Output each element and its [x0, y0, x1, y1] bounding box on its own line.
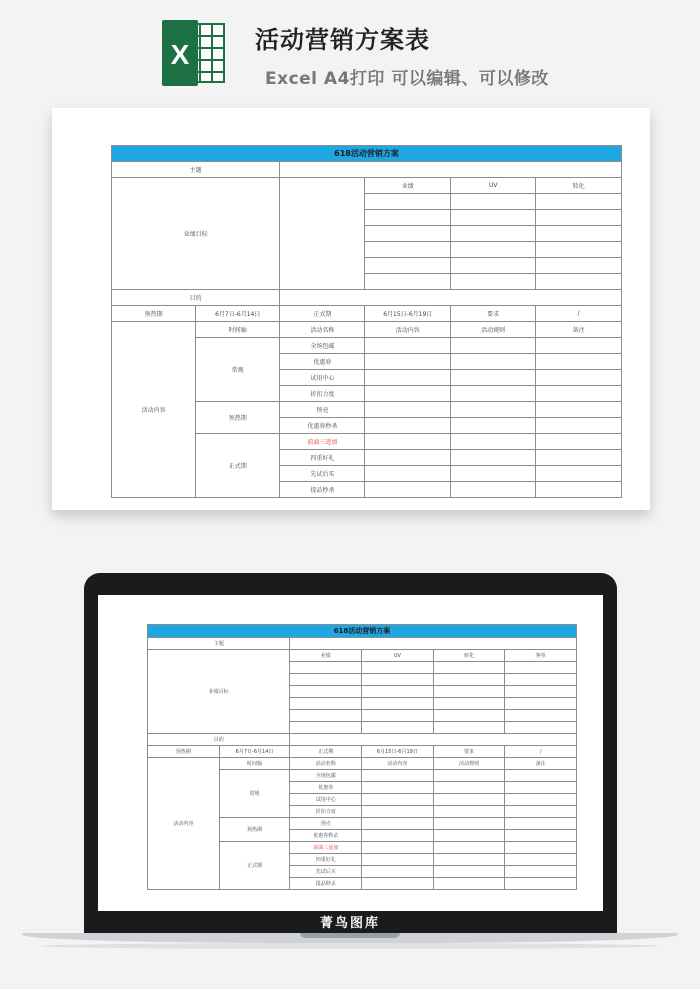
- activity-name: 先试后买: [290, 866, 362, 878]
- timeline-label: 时间轴: [219, 758, 290, 770]
- content-header: 活动规则: [451, 322, 536, 338]
- perf-label: 业绩目标: [112, 178, 280, 290]
- goal-label: 目的: [112, 290, 280, 306]
- theme-value[interactable]: [280, 162, 622, 178]
- activity-name: 优惠券: [290, 782, 362, 794]
- phase-formal: 正式期: [219, 842, 290, 890]
- activity-name: 提品秒杀: [290, 878, 362, 890]
- timeline-label: 时间轴: [196, 322, 280, 338]
- laptop-notch: [300, 933, 400, 938]
- content-header: 备注: [536, 322, 622, 338]
- perf-header: UV: [451, 178, 536, 194]
- activity-name: 优惠券秒杀: [280, 418, 365, 434]
- perf-header: 转化: [536, 178, 622, 194]
- goal-label: 目的: [148, 734, 290, 746]
- activity-name: 提品秒杀: [280, 482, 365, 498]
- perf-header: UV: [362, 650, 434, 662]
- formal-dates: 6月15日-6月19日: [365, 306, 451, 322]
- content-header: 备注: [505, 758, 577, 770]
- activity-name: 预売: [280, 402, 365, 418]
- perf-header: 转化: [433, 650, 505, 662]
- laptop-shadow: [40, 943, 660, 949]
- activity-name: 试用中心: [280, 370, 365, 386]
- formal-label: 正式期: [290, 746, 362, 758]
- activity-name-highlight: 前面三返加: [290, 842, 362, 854]
- activity-name: 折扣力度: [280, 386, 365, 402]
- page-title: 活动营销方案表: [255, 26, 430, 54]
- activity-name: 先试后买: [280, 466, 365, 482]
- perf-header: 业绩: [365, 178, 451, 194]
- theme-label: 主题: [112, 162, 280, 178]
- sheet-title: 618活动营销方案: [148, 625, 577, 638]
- activity-name: 预売: [290, 818, 362, 830]
- content-label: 活动内容: [148, 758, 220, 890]
- phase-regular: 常规: [219, 770, 290, 818]
- theme-label: 主题: [148, 638, 290, 650]
- content-header: 活动内容: [365, 322, 451, 338]
- activity-name: 全场包邮: [280, 338, 365, 354]
- phase-regular: 常规: [196, 338, 280, 402]
- warmup-label: 预热期: [148, 746, 220, 758]
- content-header: 活动规则: [433, 758, 505, 770]
- activity-name: 全场包邮: [290, 770, 362, 782]
- page-subtitle: Excel A4打印 可以编辑、可以修改: [265, 69, 549, 89]
- activity-name: 折扣力度: [290, 806, 362, 818]
- sheet-title: 618活动营销方案: [112, 146, 622, 162]
- content-header: 活动名称: [280, 322, 365, 338]
- perf-header: 客单: [505, 650, 577, 662]
- requirement-label: 要求: [433, 746, 505, 758]
- perf-label: 业绩目标: [148, 650, 290, 734]
- requirement-value: /: [536, 306, 622, 322]
- warmup-dates: 6月7日-6月14日: [219, 746, 290, 758]
- phase-warmup: 预热期: [196, 402, 280, 434]
- marketing-plan-sheet: [111, 145, 622, 498]
- excel-icon: [162, 20, 226, 86]
- content-header: 活动内容: [362, 758, 434, 770]
- activity-name: 试用中心: [290, 794, 362, 806]
- activity-name: 优惠券: [280, 354, 365, 370]
- laptop-sheet: [147, 624, 577, 890]
- activity-name: 四重好礼: [280, 450, 365, 466]
- content-header: 活动名称: [290, 758, 362, 770]
- perf-blank[interactable]: [280, 178, 365, 290]
- activity-name: 四重好礼: [290, 854, 362, 866]
- warmup-label: 预热期: [112, 306, 196, 322]
- activity-name: 优惠券秒杀: [290, 830, 362, 842]
- requirement-value: /: [505, 746, 577, 758]
- warmup-dates: 6月7日-6月14日: [196, 306, 280, 322]
- phase-formal: 正式期: [196, 434, 280, 498]
- formal-label: 正式期: [280, 306, 365, 322]
- laptop-brand: 菁鸟图库: [319, 916, 380, 931]
- phase-warmup: 预热期: [219, 818, 290, 842]
- goal-value[interactable]: [280, 290, 622, 306]
- formal-dates: 6月15日-6月19日: [362, 746, 434, 758]
- requirement-label: 要求: [451, 306, 536, 322]
- perf-header: 业绩: [290, 650, 362, 662]
- activity-name-highlight: 前面三返加: [280, 434, 365, 450]
- content-label: 活动内容: [112, 322, 196, 498]
- excel-letter: X: [170, 39, 190, 70]
